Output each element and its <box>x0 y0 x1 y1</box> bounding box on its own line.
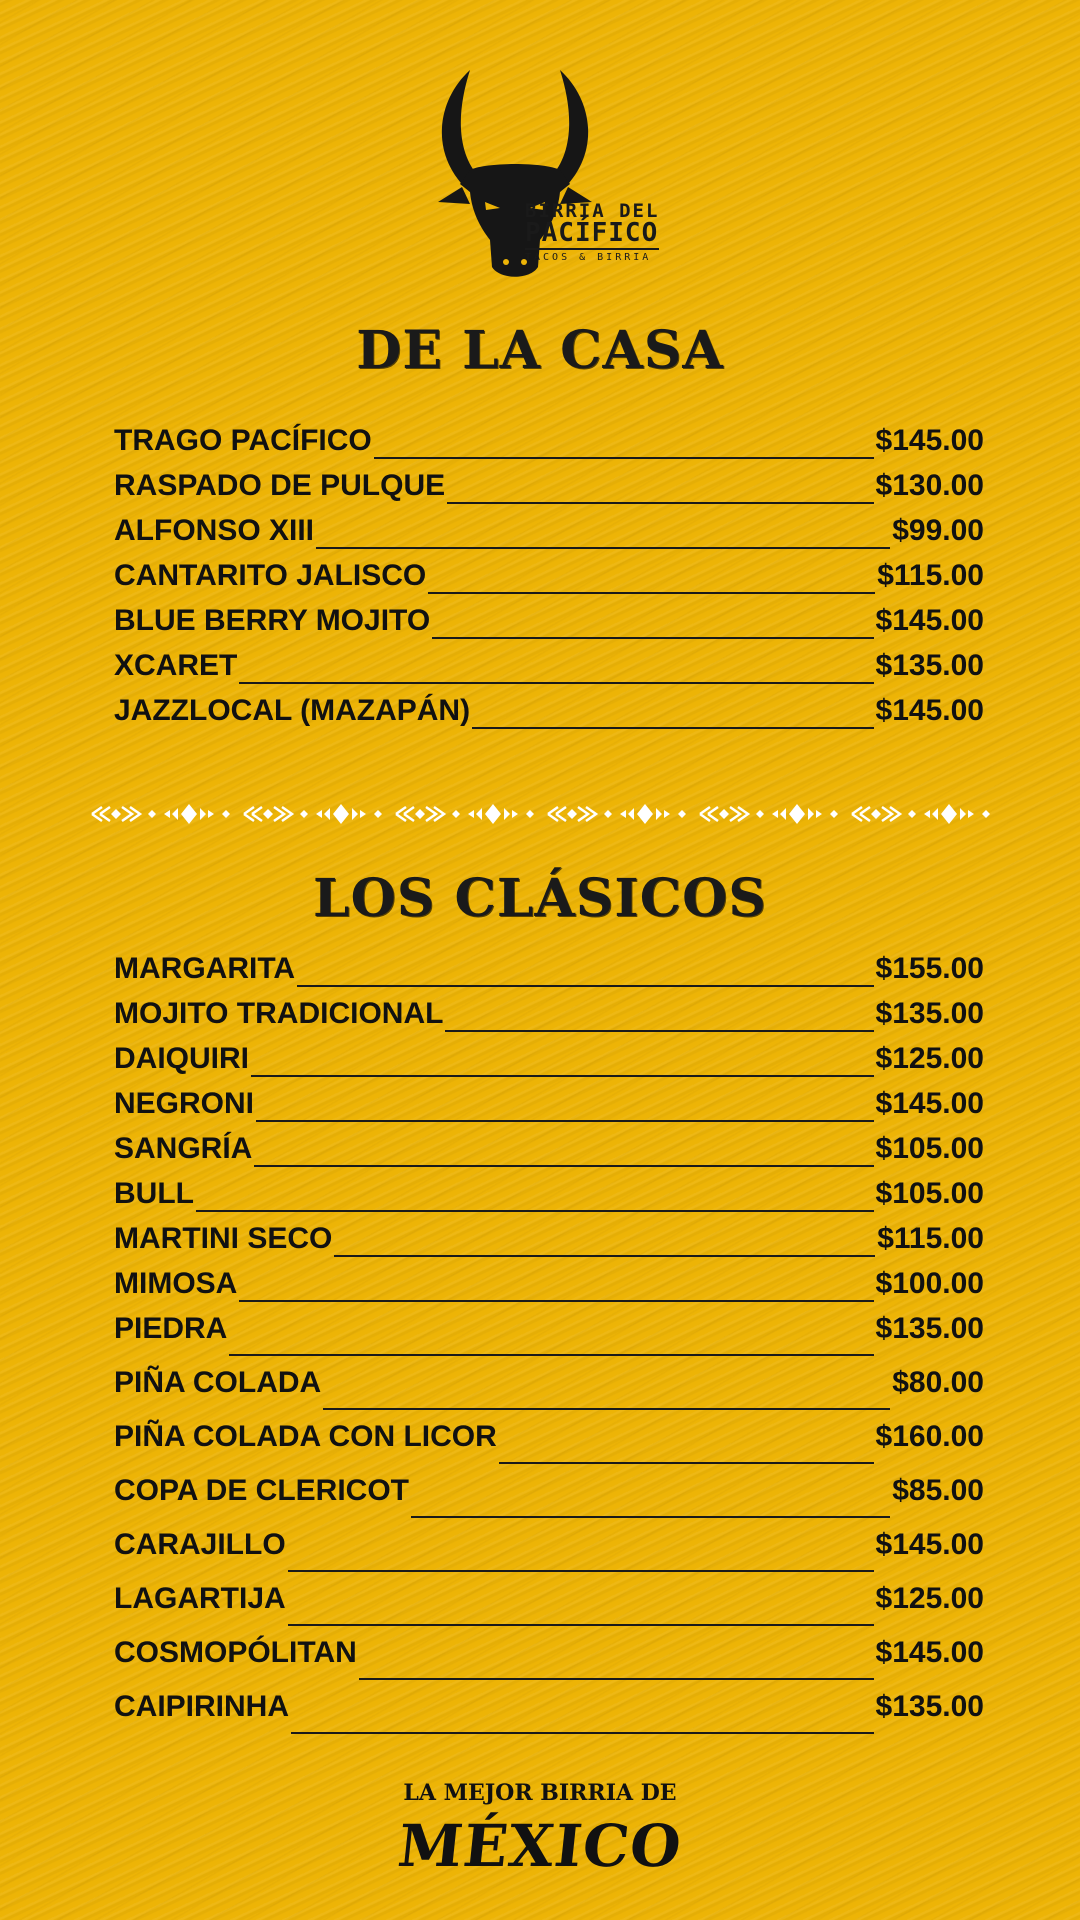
item-name: XCARET <box>114 649 238 682</box>
item-price: $115.00 <box>877 1222 984 1255</box>
menu-item <box>114 1042 984 1087</box>
item-price: $155.00 <box>875 952 984 985</box>
item-name: MARGARITA <box>114 952 296 985</box>
menu-item <box>114 1132 984 1177</box>
item-price: $105.00 <box>875 1132 984 1165</box>
dot-leader <box>288 1623 874 1626</box>
item-price: $125.00 <box>875 1042 984 1075</box>
menu-item <box>114 1690 984 1744</box>
dot-leader <box>196 1209 874 1212</box>
item-price: $130.00 <box>875 469 984 502</box>
item-name: CAIPIRINHA <box>114 1690 290 1723</box>
menu-item <box>114 559 984 604</box>
dot-leader <box>254 1164 873 1167</box>
menu-item <box>114 469 984 514</box>
menu-item <box>114 1474 984 1528</box>
item-price: $85.00 <box>892 1474 984 1507</box>
item-price: $135.00 <box>875 1690 984 1723</box>
menu-item <box>114 1366 984 1420</box>
item-price: $135.00 <box>875 649 984 682</box>
item-name: BULL <box>114 1177 194 1210</box>
item-name: ALFONSO XIII <box>114 514 315 547</box>
menu-item <box>114 1420 984 1474</box>
menu-item <box>114 952 984 997</box>
item-name: CANTARITO JALISCO <box>114 559 427 592</box>
item-name: COSMOPÓLITAN <box>114 1636 357 1669</box>
dot-leader <box>428 591 875 594</box>
item-price: $100.00 <box>875 1267 984 1300</box>
menu-item <box>114 1222 984 1267</box>
menu-item <box>114 1267 984 1312</box>
dot-leader <box>239 681 873 684</box>
menu-item <box>114 997 984 1042</box>
dot-leader <box>316 546 890 549</box>
footer-tagline: LA MEJOR BIRRIA DE <box>403 1780 677 1806</box>
menu-item <box>114 1528 984 1582</box>
item-name: BLUE BERRY MOJITO <box>114 604 431 637</box>
dot-leader <box>472 726 873 729</box>
menu-list-los-clasicos <box>114 952 984 1744</box>
item-price: $145.00 <box>875 1528 984 1561</box>
item-name: NEGRONI <box>114 1087 255 1120</box>
item-name: JAZZLOCAL (MAZAPÁN) <box>114 694 471 727</box>
menu-item <box>114 1582 984 1636</box>
dot-leader <box>323 1407 890 1410</box>
section-title-de-la-casa: DE LA CASA <box>356 320 724 381</box>
dot-leader <box>251 1074 874 1077</box>
brand-line-2: PACÍFICO <box>525 218 659 248</box>
section-title-los-clasicos: LOS CLÁSICOS <box>313 868 767 929</box>
dot-leader <box>288 1569 874 1572</box>
menu-item <box>114 1312 984 1366</box>
menu-item <box>114 604 984 649</box>
dot-leader <box>229 1353 873 1356</box>
dot-leader <box>432 636 873 639</box>
brand-line-3: TACOS & BIRRIA <box>525 252 652 263</box>
menu-item <box>114 649 984 694</box>
dot-leader <box>256 1119 874 1122</box>
dot-leader <box>297 984 873 987</box>
item-name: DAIQUIRI <box>114 1042 249 1075</box>
item-price: $145.00 <box>875 424 984 457</box>
dot-leader <box>445 1029 873 1032</box>
dot-leader <box>359 1677 874 1680</box>
brand-line-1: BIRRIA DEL <box>525 200 660 222</box>
item-price: $99.00 <box>892 514 984 547</box>
item-price: $145.00 <box>875 604 984 637</box>
menu-list-de-la-casa <box>114 424 984 739</box>
item-name: SANGRÍA <box>114 1132 253 1165</box>
item-price: $145.00 <box>875 1087 984 1120</box>
item-name: PIÑA COLADA <box>114 1366 322 1399</box>
dot-leader <box>334 1254 875 1257</box>
footer-country: MÉXICO <box>394 1812 686 1880</box>
menu-item <box>114 1177 984 1222</box>
menu-item <box>114 1087 984 1132</box>
menu-item <box>114 424 984 469</box>
item-price: $160.00 <box>875 1420 984 1453</box>
brand-wordmark <box>525 202 659 263</box>
menu-item <box>114 514 984 559</box>
item-price: $135.00 <box>875 1312 984 1345</box>
dot-leader <box>291 1731 874 1734</box>
item-name: PIEDRA <box>114 1312 228 1345</box>
item-price: $135.00 <box>875 997 984 1030</box>
item-price: $105.00 <box>875 1177 984 1210</box>
item-name: MARTINI SECO <box>114 1222 333 1255</box>
item-price: $115.00 <box>877 559 984 592</box>
dot-leader <box>447 501 873 504</box>
item-name: MIMOSA <box>114 1267 238 1300</box>
item-name: COPA DE CLERICOT <box>114 1474 410 1507</box>
item-price: $80.00 <box>892 1366 984 1399</box>
item-name: MOJITO TRADICIONAL <box>114 997 444 1030</box>
item-name: CARAJILLO <box>114 1528 286 1561</box>
item-price: $145.00 <box>875 694 984 727</box>
dot-leader <box>499 1461 874 1464</box>
menu-item <box>114 1636 984 1690</box>
menu-item <box>114 694 984 739</box>
item-name: LAGARTIJA <box>114 1582 286 1615</box>
dot-leader <box>411 1515 890 1518</box>
item-name: RASPADO DE PULQUE <box>114 469 446 502</box>
dot-leader <box>239 1299 873 1302</box>
item-price: $125.00 <box>875 1582 984 1615</box>
dot-leader <box>374 456 874 459</box>
item-price: $145.00 <box>875 1636 984 1669</box>
ornamental-divider-icon <box>86 801 994 827</box>
item-name: TRAGO PACÍFICO <box>114 424 372 457</box>
item-name: PIÑA COLADA CON LICOR <box>114 1420 497 1453</box>
